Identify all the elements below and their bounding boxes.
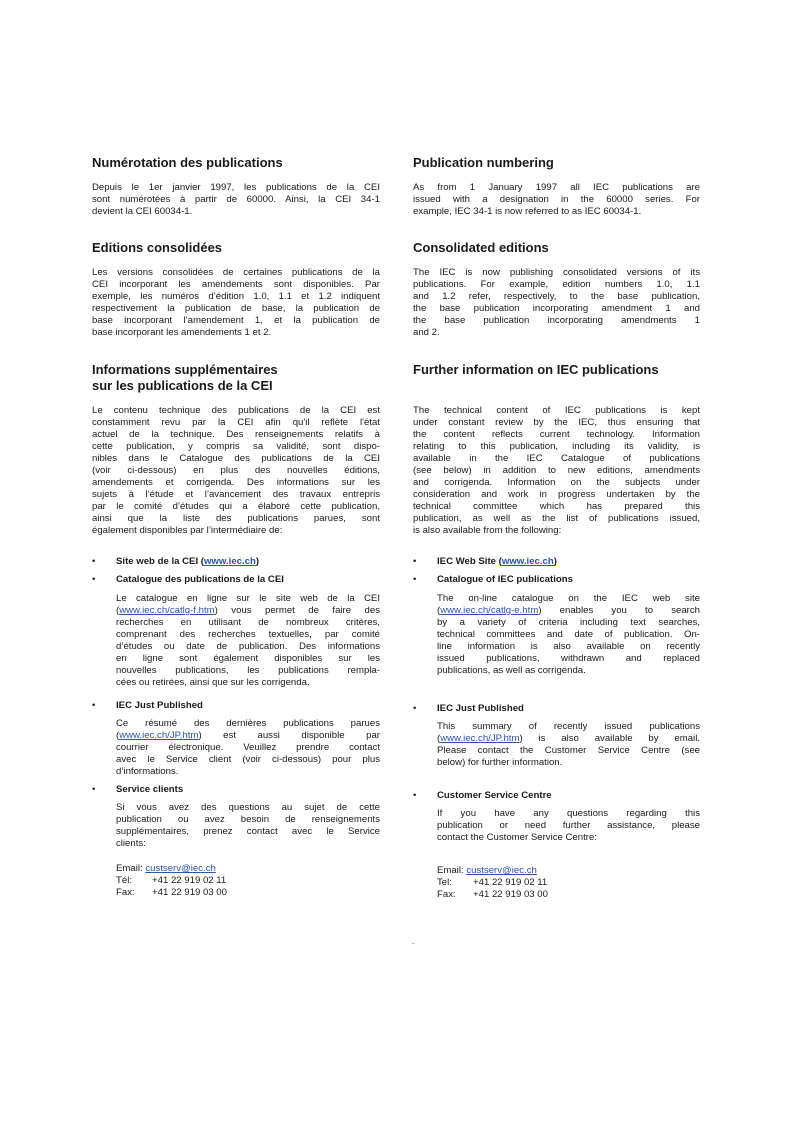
text-line: nouvelles publications, les publications rempla-	[116, 665, 380, 676]
text-line: devient la CEI 60034-1.	[92, 206, 193, 217]
heading-further-fr-1: Informations supplémentaires	[92, 362, 278, 377]
text-segment: (	[116, 730, 120, 741]
text-line	[116, 730, 380, 742]
text-segment: ) vous permet de faire des	[214, 605, 380, 616]
text-segment: (	[116, 605, 120, 616]
text-line: issued with a designation in the 60000 series. For	[413, 194, 700, 205]
text-line: nibles dans le Catalogue des publications de la CEI	[92, 453, 380, 464]
text-line: par le comité d’études qui a élaboré cette publication,	[92, 501, 380, 512]
heading-consolidated-fr: Editions consolidées	[92, 240, 223, 255]
paragraph-catalogue-en	[437, 593, 700, 677]
text-line: contact the Customer Service Centre:	[437, 832, 597, 843]
bullet: •	[92, 784, 96, 795]
bullet: •	[92, 574, 96, 585]
paragraph-numbering-fr	[92, 182, 380, 218]
bullet-service-en: Customer Service Centre	[437, 790, 552, 801]
url-link[interactable]: www.iec.ch/JP.htm	[440, 733, 520, 744]
bullet-website-fr	[116, 556, 259, 568]
text-line: cette publication, y compris sa validité, sont dispo-	[92, 441, 380, 452]
text-line: courrier électronique. Veuillez prendre contact	[116, 742, 380, 753]
text-line: Please contact the Customer Service Centre (see	[437, 745, 700, 756]
text-line: publications, as well as corrigenda.	[437, 665, 586, 676]
email-link[interactable]: custserv@iec.ch	[466, 865, 537, 876]
text-line: publications. For example, edition numbers 1.0, 1.1	[413, 279, 700, 290]
text-line: Le catalogue en ligne sur le site web de la CEI	[116, 593, 380, 604]
text-segment: (	[437, 605, 441, 616]
heading-consolidated-en: Consolidated editions	[413, 240, 549, 255]
text-line: This summary of recently issued publications	[437, 721, 700, 732]
text-line: the content reflects current technology. Information	[413, 429, 700, 440]
text-line: As from 1 January 1997 all IEC publications are	[413, 182, 700, 193]
text-line: recherches en utilisant de nombreux critères,	[116, 617, 380, 628]
bullet-just-published-en: IEC Just Published	[437, 703, 524, 714]
text-line: (see below) in addition to new editions, amendments	[413, 465, 700, 476]
label: Site web de la CEI (	[116, 556, 204, 567]
text-line: under constant review by the IEC, thus ensuring that	[413, 417, 700, 428]
text-line: base incorporant l’amendement 1, et la publication de	[92, 315, 380, 326]
tel-value: +41 22 919 02 11	[473, 877, 548, 888]
label: IEC Web Site (	[437, 556, 502, 567]
text-line: publication or need further assistance, please	[437, 820, 700, 831]
url-link[interactable]: www.iec.ch/catlg-e.htm	[440, 605, 539, 616]
contact-block-en	[437, 865, 548, 901]
text-line: is also available from the following:	[413, 525, 562, 536]
text-line: publication, as well as the list of publications issued,	[413, 513, 700, 524]
text-line: comprenant des recherches textuelles, par comité	[116, 629, 380, 640]
text-line: Ce résumé des dernières publications parues	[116, 718, 380, 729]
bullet: •	[92, 700, 96, 711]
heading-numbering-fr: Numérotation des publications	[92, 155, 283, 170]
heading-numbering-en: Publication numbering	[413, 155, 554, 170]
text-line: issued publications, withdrawn and replaced	[437, 653, 700, 664]
text-line: Si vous avez des questions au sujet de cette	[116, 802, 380, 813]
text-line: the base publication incorporating amendment 1 and	[413, 303, 700, 314]
text-segment: ) is also available by email.	[519, 733, 700, 744]
text-line: Le contenu technique des publications de la CEI est	[92, 405, 380, 416]
url-link[interactable]: www.iec.ch/catlg-f.htm	[119, 605, 215, 616]
text-line	[116, 605, 380, 617]
paragraph-service-en	[437, 808, 700, 844]
text-line: example, IEC 34-1 is now referred to as IEC 60034-1.	[413, 206, 642, 217]
paragraph-just-published-en	[437, 721, 700, 769]
text-line	[437, 605, 700, 617]
tel-label: Tel:	[437, 877, 452, 888]
heading-further-en: Further information on IEC publications	[413, 362, 659, 377]
fax-value: +41 22 919 03 00	[152, 887, 227, 898]
text-line: consideration and work in progress undertaken by the	[413, 489, 700, 500]
text-line: (voir ci-dessous) en plus des nouvelles éditions,	[92, 465, 380, 476]
bullet-catalogue-fr: Catalogue des publications de la CEI	[116, 574, 284, 585]
text-line: relating to this publication, including its validity, is	[413, 441, 700, 452]
bullet: •	[413, 790, 417, 801]
website-link[interactable]: www.iec.ch	[501, 556, 554, 567]
fax-label: Fax:	[437, 889, 456, 900]
text-line: CEI incorporant les amendements sont disponibles. Par	[92, 279, 380, 290]
tel-value: +41 22 919 02 11	[152, 875, 227, 886]
text-line: Les versions consolidées de certaines publications de la	[92, 267, 380, 278]
fax-value: +41 22 919 03 00	[473, 889, 548, 900]
text-segment: (	[437, 733, 441, 744]
text-line: exemple, les numéros d’édition 1.0, 1.1 et 1.2 indiquent	[92, 291, 380, 302]
fax-label: Fax:	[116, 887, 135, 898]
tel-label: Tél:	[116, 875, 132, 886]
paragraph-just-published-fr	[116, 718, 380, 778]
text-line: avec le Service client (voir ci-dessous) pour plus	[116, 754, 380, 765]
text-line: and corrigenda. Information on the subjects under	[413, 477, 700, 488]
text-line: d’informations.	[116, 766, 179, 777]
text-line: below) for further information.	[437, 757, 563, 768]
text-line: également disponibles par l’intermédiaire de:	[92, 525, 283, 536]
text-line: The technical content of IEC publications is kept	[413, 405, 700, 416]
text-line: d’études ou date de publication. Des informations	[116, 641, 380, 652]
text-line: sujets à l’étude et l’avancement des travaux entrepris	[92, 489, 380, 500]
text-line: line information is also available on recently	[437, 641, 700, 652]
text-line: available in the IEC Catalogue of publications	[413, 453, 700, 464]
contact-block-fr	[116, 863, 227, 899]
text-line: respectivement la publication de base, la publication de	[92, 303, 380, 314]
text-line: the base publication incorporating amendments 1	[413, 315, 700, 326]
email-label: Email:	[437, 865, 464, 876]
text-line: by a variety of criteria including text searches,	[437, 617, 700, 628]
paragraph-further-en	[413, 405, 700, 537]
bullet-catalogue-en: Catalogue of IEC publications	[437, 574, 573, 585]
label: )	[255, 556, 260, 567]
text-line: Depuis le 1er janvier 1997, les publications de la CEI	[92, 182, 380, 193]
text-segment: ) enables you to search	[538, 605, 700, 616]
text-line: clients:	[116, 838, 146, 849]
text-line: amendements et corrigenda. Des informations sur les	[92, 477, 380, 488]
bullet: •	[413, 574, 417, 585]
paragraph-numbering-en	[413, 182, 700, 218]
bullet-website-en	[437, 556, 557, 568]
label: )	[553, 556, 557, 567]
text-line: base incorporant les amendements 1 et 2.	[92, 327, 272, 338]
heading-further-fr-2: sur les publications de la CEI	[92, 378, 273, 393]
bullet: •	[92, 556, 96, 567]
text-line	[437, 733, 700, 745]
email-link[interactable]: custserv@iec.ch	[145, 863, 216, 874]
paragraph-further-fr	[92, 405, 380, 537]
text-line: supplémentaires, prenez contact avec le Service	[116, 826, 380, 837]
paragraph-catalogue-fr	[116, 593, 380, 689]
website-link[interactable]: www.iec.ch	[203, 556, 256, 567]
paragraph-consolidated-fr	[92, 267, 380, 339]
text-line: ainsi que la liste des publications parues, sont	[92, 513, 380, 524]
bullet-just-published-fr: IEC Just Published	[116, 700, 203, 711]
text-line: cées ou retirées, ainsi que sur les corrigenda.	[116, 677, 310, 688]
footer-mark: .	[412, 937, 415, 946]
text-segment: ) est aussi disponible par	[198, 730, 380, 741]
text-line: technical committees and date of publication. On-	[437, 629, 700, 640]
text-line: The IEC is now publishing consolidated versions of its	[413, 267, 700, 278]
text-line: actuel de la technique. Des renseignements relatifs à	[92, 429, 380, 440]
email-label: Email:	[116, 863, 143, 874]
bullet-service-fr: Service clients	[116, 784, 184, 795]
text-line: constamment revu par la CEI afin qu'il reflète l'état	[92, 417, 380, 428]
text-line: If you have any questions regarding this	[437, 808, 700, 819]
url-link[interactable]: www.iec.ch/JP.htm	[119, 730, 199, 741]
text-line: en ligne sont également disponibles sur les	[116, 653, 380, 664]
bullet: •	[413, 703, 417, 714]
text-line: and 2.	[413, 327, 440, 338]
text-line: and 1.2 refer, respectively, to the base publication,	[413, 291, 700, 302]
text-line: The on-line catalogue on the IEC web site	[437, 593, 700, 604]
bullet: •	[413, 556, 417, 567]
text-line: technical committee which has prepared this	[413, 501, 700, 512]
paragraph-service-fr	[116, 802, 380, 850]
paragraph-consolidated-en	[413, 267, 700, 339]
text-line: sont numérotées à partir de 60000. Ainsi, la CEI 34-1	[92, 194, 380, 205]
text-line: publication ou avez besoin de renseignements	[116, 814, 380, 825]
